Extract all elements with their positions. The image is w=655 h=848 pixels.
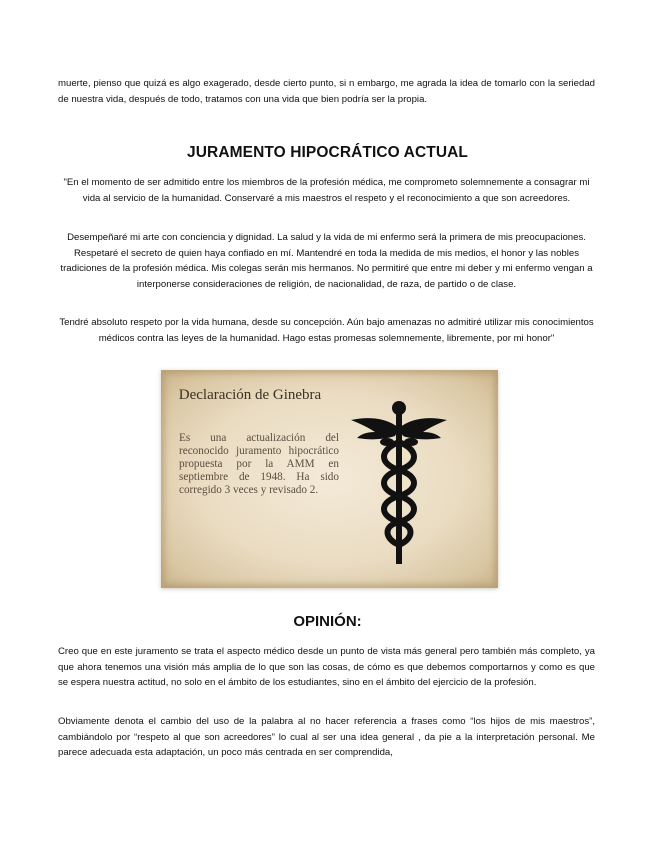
declaracion-ginebra-image <box>161 370 498 588</box>
figure-title: Declaración de Ginebra <box>178 387 322 403</box>
opinion-title: OPINIÓN: <box>293 613 362 630</box>
opinion-paragraph-2: Obviamente denota el cambio del uso de la palabra al no hacer referencia a frases como “los hijos de mis maestros”, cambiándolo por “respeto al que son acreedores” lo cual al ser una idea general , da pie a la interpretación personal. Me parece adecuada esta adaptación, un poco más centrada en ser comprendida, <box>58 716 595 758</box>
caduceus-icon <box>349 398 449 568</box>
oath-paragraph-2: Desempeñaré mi arte con conciencia y dignidad. La salud y la vida de mi enfermo será la primera de mis preocupaciones. Respetaré el secreto de quien haya confiado en mí. Mantendré en toda la medida de mis medios, el honor y las nobles tradiciones de la profesión médica. Mis colegas serán mis hermanos. No permitiré que entre mi deber y mi enfermo vengan a interponerse consideraciones de religión, de nacionalidad, de raza, de partido o de clase. <box>60 232 593 290</box>
figure-text: Es una actualización del reconocido juramento hipocrático propuesta por la AMM en septiembre de 1948. Ha sido corregido 3 veces y revisado 2. <box>179 432 339 496</box>
oath-title: JURAMENTO HIPOCRÁTICO ACTUAL <box>187 144 468 161</box>
oath-paragraph-1: "En el momento de ser admitido entre los miembros de la profesión médica, me comprometo solemnemente a consagrar mi vida al servicio de la humanidad. Conservaré a mis maestros el respeto y el reconocimiento a que son acreedores. <box>63 177 590 204</box>
opinion-paragraph-1: Creo que en este juramento se trata el aspecto médico desde un punto de vista más general pero también más completo, ya que ahora tenemos una visión más amplia de lo que son las cosas, de cómo es que debemos comportarnos y como es que se espera nuestra actitud, no solo en el ámbito de los estudiantes, sino en el ámbito del ejercicio de la profesión. <box>58 646 595 688</box>
intro-paragraph: muerte, pienso que quizá es algo exagerado, desde cierto punto, si n embargo, me agrada la idea de tomarlo con la seriedad de nuestra vida, después de todo, tratamos con una vida que bien podría ser la propia. <box>58 78 595 105</box>
oath-paragraph-3: Tendré absoluto respeto por la vida humana, desde su concepción. Aún bajo amenazas no admitiré utilizar mis conocimientos médicos contra las leyes de la humanidad. Hago estas promesas solemnemente, libremente, por mi honor" <box>59 317 594 344</box>
